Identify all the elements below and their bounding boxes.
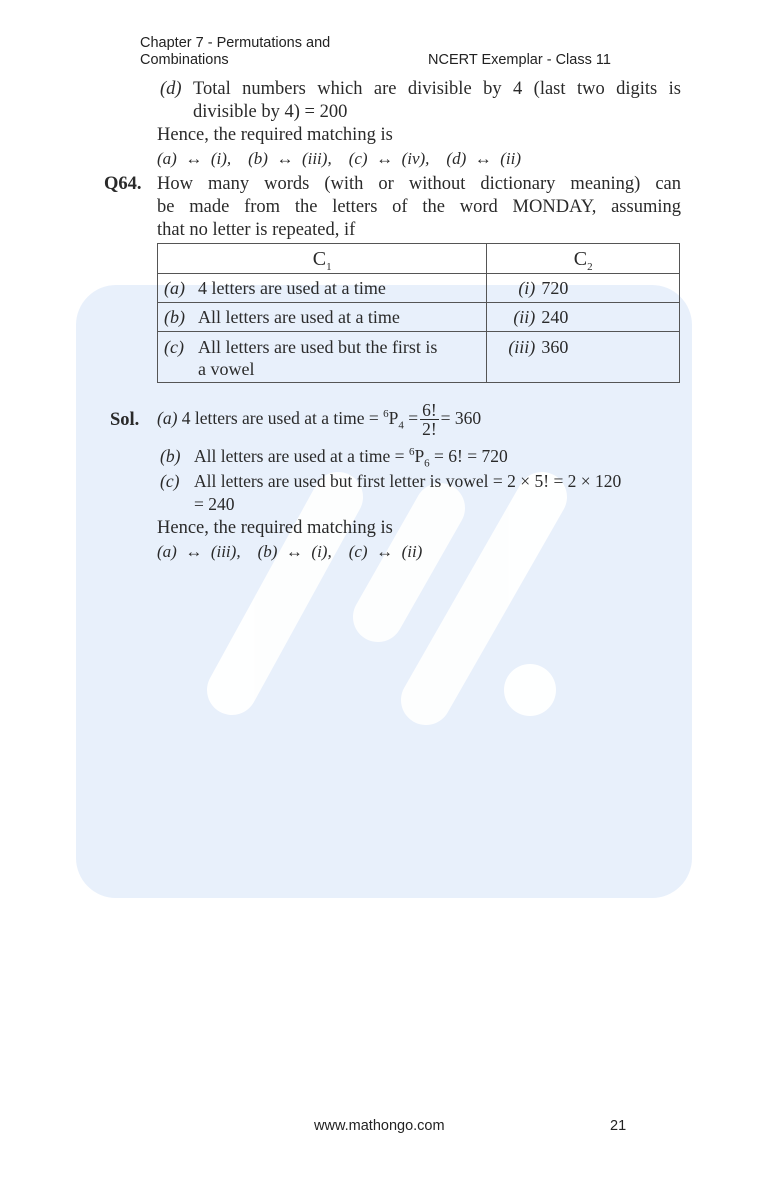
- table-row: [158, 303, 680, 332]
- prev-d-line2: divisible by 4) = 200: [193, 102, 348, 122]
- solution-part-b: (b) All letters are used at a time = $^6P_6 = 6$! = 720: [160, 446, 508, 470]
- question-line1: How many words (with or without dictionary meaning) can: [157, 174, 681, 194]
- cell-c1: (a) 4 letters are used at a time: [158, 274, 487, 303]
- match-item: (d) ↔ (ii): [446, 149, 522, 168]
- column-header-c1: $C_1$: [158, 244, 487, 274]
- matching-table: [157, 243, 680, 383]
- match-item: (a) ↔ (i),: [157, 149, 232, 168]
- chapter-title: [140, 35, 330, 69]
- label-d: (d): [160, 79, 182, 99]
- chapter-title-line2: Combinations: [140, 52, 229, 68]
- prev-d-line1: Total numbers which are divisible by 4 (last two digits is: [193, 79, 681, 99]
- prev-hence: Hence, the required matching is: [157, 125, 393, 145]
- cell-c2: (iii) 360: [487, 332, 680, 383]
- solution-label: Sol.: [110, 410, 140, 430]
- question-number: Q64.: [104, 174, 142, 194]
- solution-part-a: (a) 4 letters are used at a time = $^6P_4$ = $\frac{6!}{2!}$ = 360: [157, 400, 482, 440]
- match-item: (c) ↔ (ii): [348, 542, 423, 561]
- solution-matching: [157, 541, 422, 563]
- match-item: (c) ↔ (iv),: [348, 149, 430, 168]
- question-line3: that no letter is repeated, if: [157, 220, 356, 240]
- solution-part-c: (c) All letters are used but first letter is vowel = 2 × 5! = 2 × 120: [160, 471, 622, 491]
- cell-c1: (c) All letters are used but the first is a vowel: [158, 332, 487, 383]
- column-header-c2: $C_2$: [487, 244, 680, 274]
- prev-matching: [157, 148, 521, 170]
- question-line2: be made from the letters of the word MONDAY, assuming: [157, 197, 681, 217]
- chapter-title-line1: Chapter 7 - Permutations and: [140, 35, 331, 51]
- match-item: (a) ↔ (iii),: [157, 542, 241, 561]
- table-row: [158, 274, 680, 303]
- cell-c1: (b) All letters are used at a time: [158, 303, 487, 332]
- book-title: NCERT Exemplar - Class 11: [428, 52, 611, 68]
- cell-c2: (i) 720: [487, 274, 680, 303]
- solution-hence: Hence, the required matching is: [157, 518, 393, 538]
- fraction: $\frac{6!}{2!}$: [422, 400, 437, 440]
- footer-website-link[interactable]: www.mathongo.com: [314, 1118, 445, 1134]
- cell-c2: (ii) 240: [487, 303, 680, 332]
- page-number: 21: [610, 1118, 627, 1134]
- match-item: (b) ↔ (iii),: [248, 149, 332, 168]
- match-item: (b) ↔ (i),: [257, 542, 332, 561]
- prev-solution-d: [160, 78, 182, 100]
- solution-part-c-line2: = 240: [194, 494, 235, 514]
- table-header-row: [158, 244, 680, 274]
- table-row: [158, 332, 680, 383]
